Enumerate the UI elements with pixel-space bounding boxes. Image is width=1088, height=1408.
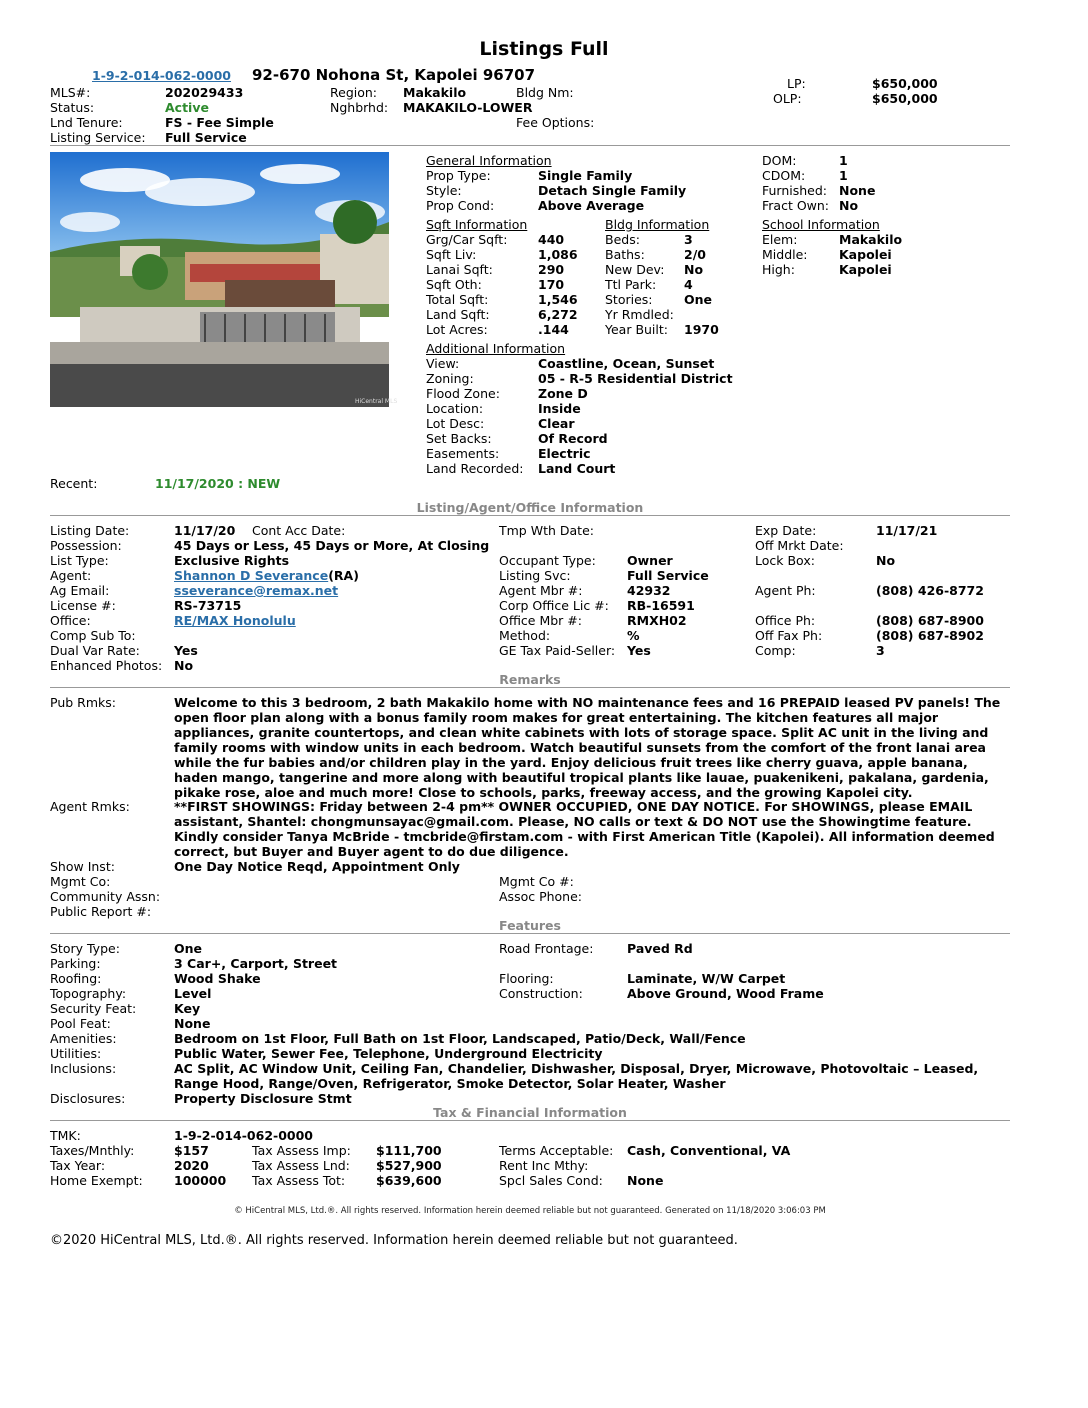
agent-ph-label: Agent Ph: bbox=[755, 583, 816, 598]
sqft-liv-label: Sqft Liv: bbox=[426, 247, 477, 262]
ge-tax-value: Yes bbox=[627, 643, 651, 658]
set-backs-value: Of Record bbox=[538, 431, 608, 446]
prop-cond-value: Above Average bbox=[538, 198, 645, 213]
home-exempt-label: Home Exempt: bbox=[50, 1173, 143, 1188]
office-link[interactable]: RE/MAX Honolulu bbox=[174, 613, 296, 628]
construction-value: Above Ground, Wood Frame bbox=[627, 986, 824, 1001]
dom-label: DOM: bbox=[762, 153, 797, 168]
land-recorded-value: Land Court bbox=[538, 461, 616, 476]
roofing-value: Wood Shake bbox=[174, 971, 261, 986]
method-label: Method: bbox=[499, 628, 551, 643]
flooring-label: Flooring: bbox=[499, 971, 554, 986]
tmk-link[interactable]: 1-9-2-014-062-0000 bbox=[92, 68, 232, 83]
region-value: Makakilo bbox=[403, 85, 467, 100]
furnished-value: None bbox=[839, 183, 876, 198]
construction-label: Construction: bbox=[499, 986, 583, 1001]
mls-label: MLS#: bbox=[50, 85, 91, 100]
total-sqft-value: 1,546 bbox=[538, 292, 578, 307]
stories-label: Stories: bbox=[605, 292, 653, 307]
sqft-oth-label: Sqft Oth: bbox=[426, 277, 482, 292]
tmk-value: 1-9-2-014-062-0000 bbox=[174, 1128, 314, 1143]
enhanced-photos-label: Enhanced Photos: bbox=[50, 658, 163, 673]
lock-box-label: Lock Box: bbox=[755, 553, 815, 568]
year-built-value: 1970 bbox=[684, 322, 719, 337]
high-value: Kapolei bbox=[839, 262, 892, 277]
mgmt-co-num-label: Mgmt Co #: bbox=[499, 874, 574, 889]
tax-assess-lnd-label: Tax Assess Lnd: bbox=[252, 1158, 350, 1173]
disclosures-value: Property Disclosure Stmt bbox=[174, 1091, 352, 1106]
comp-sub-to-label: Comp Sub To: bbox=[50, 628, 136, 643]
tax-assess-tot-label: Tax Assess Tot: bbox=[252, 1173, 346, 1188]
lot-acres-label: Lot Acres: bbox=[426, 322, 488, 337]
fract-own-label: Fract Own: bbox=[762, 198, 830, 213]
office-ph-value: (808) 687-8900 bbox=[876, 613, 984, 628]
agent-rmks-text: **FIRST SHOWINGS: Friday between 2-4 pm** OWNER OCCUPIED, ONE DAY NOTICE. For SHOWINGS, please EMAIL assistant, Shantel: chongmunsayac@gmail.com. Please, NO calls or text & DO NOT use the Showingtime feature. Kindly consider Tanya McBride - tmcbride@firstam.com - with First American Title (Kapolei). All information deemed correct, but Buyer and Buyer agent to do due diligence. bbox=[174, 799, 995, 859]
utilities-value: Public Water, Sewer Fee, Telephone, Underground Electricity bbox=[174, 1046, 603, 1061]
page-title: Listings Full bbox=[479, 38, 609, 60]
license-label: License #: bbox=[50, 598, 116, 613]
utilities-label: Utilities: bbox=[50, 1046, 102, 1061]
agent-suffix: (RA) bbox=[328, 568, 359, 583]
middle-value: Kapolei bbox=[839, 247, 892, 262]
listing-service-label: Listing Service: bbox=[50, 130, 146, 145]
comp-label: Comp: bbox=[755, 643, 796, 658]
enhanced-photos-value: No bbox=[174, 658, 194, 673]
grg-sqft-value: 440 bbox=[538, 232, 565, 247]
dual-var-rate-value: Yes bbox=[174, 643, 198, 658]
generated-disclaimer: © HiCentral MLS, Ltd.®. All rights reserved. Information herein deemed reliable but not guaranteed. Generated on 11/18/2020 3:06:03 PM bbox=[234, 1206, 826, 1216]
tenure-value: FS - Fee Simple bbox=[165, 115, 274, 130]
flood-zone-value: Zone D bbox=[538, 386, 588, 401]
possession-label: Possession: bbox=[50, 538, 122, 553]
new-dev-label: New Dev: bbox=[605, 262, 665, 277]
taxes-mnthly-label: Taxes/Mnthly: bbox=[50, 1143, 135, 1158]
high-label: High: bbox=[762, 262, 795, 277]
bldg-name-label: Bldg Nm: bbox=[516, 85, 574, 100]
year-built-label: Year Built: bbox=[605, 322, 668, 337]
ag-email-link[interactable]: sseverance@remax.net bbox=[174, 583, 339, 598]
property-photo[interactable] bbox=[50, 152, 398, 407]
agent-label: Agent: bbox=[50, 568, 92, 583]
status-value: Active bbox=[165, 100, 209, 115]
lot-desc-value: Clear bbox=[538, 416, 575, 431]
flooring-value: Laminate, W/W Carpet bbox=[627, 971, 786, 986]
sqft-liv-value: 1,086 bbox=[538, 247, 578, 262]
lp-value: $650,000 bbox=[872, 76, 938, 91]
agent-value-row bbox=[174, 568, 359, 583]
set-backs-label: Set Backs: bbox=[426, 431, 492, 446]
pool-feat-label: Pool Feat: bbox=[50, 1016, 111, 1031]
view-value: Coastline, Ocean, Sunset bbox=[538, 356, 715, 371]
recent-value: 11/17/2020 : NEW bbox=[155, 476, 281, 491]
listing-service-value: Full Service bbox=[165, 130, 247, 145]
amenities-label: Amenities: bbox=[50, 1031, 117, 1046]
region-label: Region: bbox=[330, 85, 378, 100]
ge-tax-label: GE Tax Paid-Seller: bbox=[499, 643, 616, 658]
tax-assess-imp-value: $111,700 bbox=[376, 1143, 442, 1158]
disclosures-label: Disclosures: bbox=[50, 1091, 126, 1106]
remarks-section-title: Remarks bbox=[499, 672, 561, 687]
olp-value: $650,000 bbox=[872, 91, 938, 106]
occupant-type-value: Owner bbox=[627, 553, 673, 568]
nghbrhd-value: MAKAKILO-LOWER bbox=[403, 100, 533, 115]
sqft-oth-value: 170 bbox=[538, 277, 565, 292]
tax-year-value: 2020 bbox=[174, 1158, 209, 1173]
stories-value: One bbox=[684, 292, 713, 307]
pool-feat-value: None bbox=[174, 1016, 211, 1031]
office-mbr-label: Office Mbr #: bbox=[499, 613, 582, 628]
ttl-park-label: Ttl Park: bbox=[605, 277, 657, 292]
beds-value: 3 bbox=[684, 232, 693, 247]
exp-date-value: 11/17/21 bbox=[876, 523, 938, 538]
taxes-mnthly-value: $157 bbox=[174, 1143, 209, 1158]
listing-date-value: 11/17/20 bbox=[174, 523, 236, 538]
style-value: Detach Single Family bbox=[538, 183, 687, 198]
road-frontage-value: Paved Rd bbox=[627, 941, 693, 956]
general-info-heading: General Information bbox=[426, 153, 552, 168]
tax-year-label: Tax Year: bbox=[50, 1158, 106, 1173]
listing-svc-label: Listing Svc: bbox=[499, 568, 571, 583]
show-inst-label: Show Inst: bbox=[50, 859, 115, 874]
lanai-sqft-value: 290 bbox=[538, 262, 565, 277]
listing-section-header bbox=[50, 500, 1010, 516]
land-recorded-label: Land Recorded: bbox=[426, 461, 524, 476]
recent-label: Recent: bbox=[50, 476, 98, 491]
agent-link[interactable]: Shannon D Severance bbox=[174, 568, 329, 583]
agent-rmks-label: Agent Rmks: bbox=[50, 799, 130, 814]
security-feat-value: Key bbox=[174, 1001, 201, 1016]
features-section-header bbox=[50, 918, 1010, 934]
cdom-label: CDOM: bbox=[762, 168, 806, 183]
features-section-title: Features bbox=[499, 918, 561, 933]
beds-label: Beds: bbox=[605, 232, 640, 247]
road-frontage-label: Road Frontage: bbox=[499, 941, 594, 956]
possession-value: 45 Days or Less, 45 Days or More, At Closing bbox=[174, 538, 490, 553]
off-fax-ph-value: (808) 687-8902 bbox=[876, 628, 984, 643]
header-divider bbox=[50, 145, 1010, 146]
office-label: Office: bbox=[50, 613, 91, 628]
roofing-label: Roofing: bbox=[50, 971, 102, 986]
copyright-footer: ©2020 HiCentral MLS, Ltd.®. All rights reserved. Information herein deemed reliable but not guaranteed. bbox=[50, 1233, 738, 1248]
off-mrkt-date-label: Off Mrkt Date: bbox=[755, 538, 844, 553]
listing-svc-value: Full Service bbox=[627, 568, 709, 583]
land-sqft-value: 6,272 bbox=[538, 307, 578, 322]
method-value: % bbox=[627, 628, 640, 643]
agent-ph-value: (808) 426-8772 bbox=[876, 583, 984, 598]
community-assn-label: Community Assn: bbox=[50, 889, 161, 904]
location-value: Inside bbox=[538, 401, 581, 416]
list-type-value: Exclusive Rights bbox=[174, 553, 290, 568]
home-exempt-value: 100000 bbox=[174, 1173, 227, 1188]
cdom-value: 1 bbox=[839, 168, 848, 183]
corp-office-lic-label: Corp Office Lic #: bbox=[499, 598, 609, 613]
furnished-label: Furnished: bbox=[762, 183, 828, 198]
land-sqft-label: Land Sqft: bbox=[426, 307, 490, 322]
lot-desc-label: Lot Desc: bbox=[426, 416, 485, 431]
easements-value: Electric bbox=[538, 446, 591, 461]
terms-acceptable-label: Terms Acceptable: bbox=[499, 1143, 614, 1158]
tax-section-title: Tax & Financial Information bbox=[433, 1105, 627, 1120]
lock-box-value: No bbox=[876, 553, 896, 568]
topography-value: Level bbox=[174, 986, 212, 1001]
tmk-label: TMK: bbox=[50, 1128, 81, 1143]
sqft-info-heading: Sqft Information bbox=[426, 217, 528, 232]
prop-type-value: Single Family bbox=[538, 168, 633, 183]
tax-assess-lnd-value: $527,900 bbox=[376, 1158, 442, 1173]
public-report-label: Public Report #: bbox=[50, 904, 152, 919]
mgmt-co-label: Mgmt Co: bbox=[50, 874, 111, 889]
zoning-value: 05 - R-5 Residential District bbox=[538, 371, 733, 386]
rent-inc-label: Rent Inc Mthy: bbox=[499, 1158, 589, 1173]
status-label: Status: bbox=[50, 100, 95, 115]
assoc-phone-label: Assoc Phone: bbox=[499, 889, 583, 904]
ag-email-label: Ag Email: bbox=[50, 583, 110, 598]
topography-label: Topography: bbox=[50, 986, 127, 1001]
pub-rmks-label: Pub Rmks: bbox=[50, 695, 116, 710]
elem-label: Elem: bbox=[762, 232, 798, 247]
school-info-heading: School Information bbox=[762, 217, 880, 232]
property-address: 92-670 Nohona St, Kapolei 96707 bbox=[252, 66, 536, 84]
total-sqft-label: Total Sqft: bbox=[426, 292, 489, 307]
prop-cond-label: Prop Cond: bbox=[426, 198, 495, 213]
pub-rmks-text: Welcome to this 3 bedroom, 2 bath Makakilo home with NO maintenance fees and 16 PREPAID leased PV panels! The open floor plan along with a bonus family room makes for great entertaining. The kitchen features all major appliances, granite countertops, and clean white cabinets with lots of storage space. Split AC unit in the living and family rooms with window units in each bedroom. Watch beautiful sunsets from the comfort of the front lanai area while the fur babies and/or children play in the yard. Enjoy delicious fruit trees like cherry guava, apple banana, haden mango, tangerine and more along with beautiful tropical plants like lauae, puakenikeni, pakalana, gardenia, pikake rose, aloe and much more! Close to schools, parks, freeway access, and the growing Kapolei city. bbox=[174, 695, 1001, 800]
flood-zone-label: Flood Zone: bbox=[426, 386, 500, 401]
property-photo-image bbox=[50, 152, 398, 407]
grg-sqft-label: Grg/Car Sqft: bbox=[426, 232, 508, 247]
baths-label: Baths: bbox=[605, 247, 645, 262]
spcl-sales-cond-label: Spcl Sales Cond: bbox=[499, 1173, 603, 1188]
bldg-info-heading: Bldg Information bbox=[605, 217, 710, 232]
off-fax-ph-label: Off Fax Ph: bbox=[755, 628, 823, 643]
yr-rmdled-label: Yr Rmdled: bbox=[605, 307, 674, 322]
cont-acc-date-label: Cont Acc Date: bbox=[252, 523, 346, 538]
additional-info-heading: Additional Information bbox=[426, 341, 566, 356]
occupant-type-label: Occupant Type: bbox=[499, 553, 596, 568]
office-mbr-value: RMXH02 bbox=[627, 613, 687, 628]
amenities-value: Bedroom on 1st Floor, Full Bath on 1st Floor, Landscaped, Patio/Deck, Wall/Fence bbox=[174, 1031, 746, 1046]
show-inst-value: One Day Notice Reqd, Appointment Only bbox=[174, 859, 460, 874]
style-label: Style: bbox=[426, 183, 462, 198]
comp-value: 3 bbox=[876, 643, 885, 658]
parking-label: Parking: bbox=[50, 956, 101, 971]
corp-office-lic-value: RB-16591 bbox=[627, 598, 695, 613]
fract-own-value: No bbox=[839, 198, 859, 213]
listing-section-title: Listing/Agent/Office Information bbox=[416, 500, 644, 515]
agent-mbr-value: 42932 bbox=[627, 583, 671, 598]
elem-value: Makakilo bbox=[839, 232, 903, 247]
zoning-label: Zoning: bbox=[426, 371, 474, 386]
office-ph-label: Office Ph: bbox=[755, 613, 816, 628]
nghbrhd-label: Nghbrhd: bbox=[330, 100, 389, 115]
inclusions-value-cont: Range Hood, Range/Oven, Refrigerator, Smoke Detector, Solar Heater, Washer bbox=[174, 1076, 726, 1091]
parking-value: 3 Car+, Carport, Street bbox=[174, 956, 338, 971]
lot-acres-value: .144 bbox=[538, 322, 569, 337]
story-type-label: Story Type: bbox=[50, 941, 120, 956]
prop-type-label: Prop Type: bbox=[426, 168, 491, 183]
security-feat-label: Security Feat: bbox=[50, 1001, 137, 1016]
lp-label: LP: bbox=[787, 76, 806, 91]
tax-assess-imp-label: Tax Assess Imp: bbox=[252, 1143, 351, 1158]
view-label: View: bbox=[426, 356, 460, 371]
olp-label: OLP: bbox=[773, 91, 802, 106]
story-type-value: One bbox=[174, 941, 203, 956]
terms-acceptable-value: Cash, Conventional, VA bbox=[627, 1143, 791, 1158]
inclusions-label: Inclusions: bbox=[50, 1061, 117, 1076]
remarks-section-header bbox=[50, 672, 1010, 688]
agent-mbr-label: Agent Mbr #: bbox=[499, 583, 583, 598]
dom-value: 1 bbox=[839, 153, 848, 168]
spcl-sales-cond-value: None bbox=[627, 1173, 664, 1188]
tmp-wth-date-label: Tmp Wth Date: bbox=[499, 523, 594, 538]
fee-options-label: Fee Options: bbox=[516, 115, 595, 130]
tax-section-header bbox=[50, 1105, 1010, 1121]
lanai-sqft-label: Lanai Sqft: bbox=[426, 262, 493, 277]
inclusions-value: AC Split, AC Window Unit, Ceiling Fan, Chandelier, Dishwasher, Disposal, Dryer, Microwave, Photovoltaic – Leased, bbox=[174, 1061, 979, 1076]
list-type-label: List Type: bbox=[50, 553, 109, 568]
license-value: RS-73715 bbox=[174, 598, 242, 613]
tenure-label: Lnd Tenure: bbox=[50, 115, 123, 130]
mls-number: 202029433 bbox=[165, 85, 244, 100]
tax-assess-tot-value: $639,600 bbox=[376, 1173, 442, 1188]
dual-var-rate-label: Dual Var Rate: bbox=[50, 643, 140, 658]
exp-date-label: Exp Date: bbox=[755, 523, 817, 538]
location-label: Location: bbox=[426, 401, 484, 416]
photo-watermark: HiCentral MLS bbox=[355, 398, 398, 405]
ttl-park-value: 4 bbox=[684, 277, 693, 292]
middle-label: Middle: bbox=[762, 247, 808, 262]
listing-date-label: Listing Date: bbox=[50, 523, 130, 538]
baths-value: 2/0 bbox=[684, 247, 706, 262]
easements-label: Easements: bbox=[426, 446, 500, 461]
new-dev-value: No bbox=[684, 262, 704, 277]
